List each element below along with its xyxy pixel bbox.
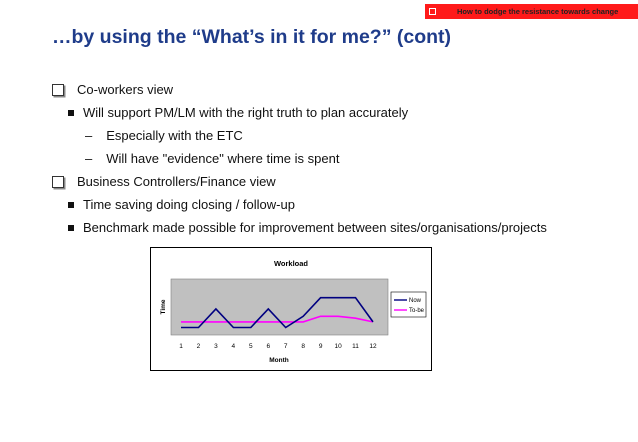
x-axis-label: Month (269, 357, 289, 364)
checkbox-bullet-icon (52, 84, 64, 96)
x-tick-label: 1 (179, 343, 183, 350)
bullet-item (68, 220, 547, 235)
x-tick-label: 4 (231, 343, 236, 350)
legend-label: Now (409, 298, 422, 304)
square-bullet-icon (68, 202, 74, 208)
square-bullet-icon (68, 225, 74, 231)
x-tick-label: 10 (334, 343, 342, 350)
x-tick-labels (179, 343, 377, 350)
bullet-text: Benchmark made possible for improvement between sites/organisations/projects (83, 220, 547, 235)
square-bullet-icon (68, 110, 74, 116)
chart-title: Workload (273, 259, 309, 268)
hollow-square-icon (429, 8, 436, 15)
checkbox-bullet-icon (52, 176, 64, 188)
bullet-text: Co-workers view (77, 82, 174, 97)
section-tag-text: How to dodge the resistance towards change (457, 7, 619, 16)
x-tick-label: 3 (214, 343, 218, 350)
bullet-item (85, 128, 243, 143)
plot-area (171, 279, 388, 335)
x-tick-label: 12 (369, 343, 377, 350)
bullet-text: Time saving doing closing / follow-up (83, 197, 295, 212)
x-tick-label: 2 (196, 343, 201, 350)
section-tag (425, 4, 638, 19)
x-tick-label: 6 (266, 343, 271, 350)
bullet-item (52, 82, 173, 97)
bullet-item (52, 174, 276, 189)
x-tick-label: 11 (352, 343, 359, 350)
bullet-item (68, 197, 295, 212)
bullet-item (85, 151, 339, 166)
y-axis-label: Time (160, 299, 167, 315)
bullet-text: Will support PM/LM with the right truth to plan accurately (83, 105, 409, 120)
x-tick-label: 5 (249, 343, 253, 350)
bullet-text: Will have "evidence" where time is spent (106, 151, 340, 166)
slide-title: …by using the “What’s in it for me?” (cont) (52, 26, 452, 48)
workload-chart (150, 247, 432, 371)
bullet-text: Business Controllers/Finance view (77, 174, 276, 189)
legend-label: To-be (409, 308, 425, 314)
x-tick-label: 9 (318, 343, 323, 350)
dash-bullet: – (85, 128, 93, 143)
bullet-text: Especially with the ETC (106, 128, 243, 143)
workload-chart-svg (151, 248, 431, 370)
x-tick-label: 7 (283, 343, 288, 350)
x-tick-label: 8 (301, 343, 305, 350)
dash-bullet: – (85, 151, 93, 166)
bullet-item (68, 105, 408, 120)
